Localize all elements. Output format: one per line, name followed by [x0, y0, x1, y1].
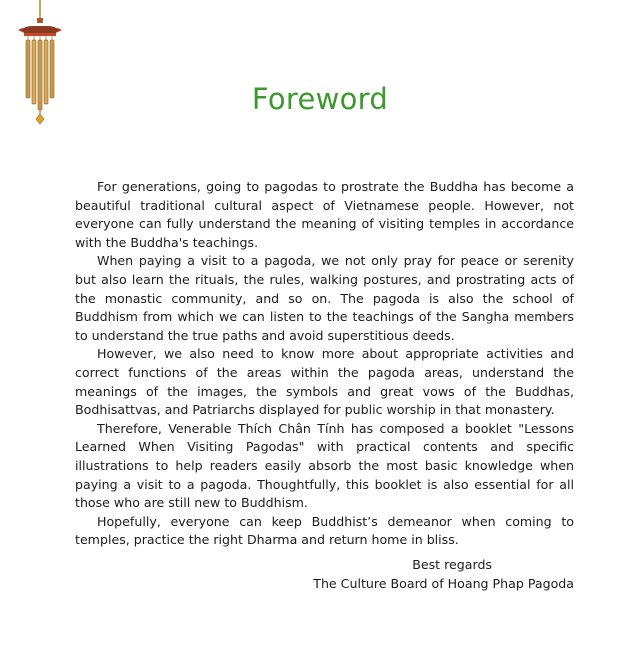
- foreword-body: [75, 178, 574, 550]
- paragraph-2: When paying a visit to a pagoda, we not only pray for peace or serenity but also learn the rituals, the rules, walking postures, and prostrating acts of the monastic community, and so on. The pagoda is also the school of Buddhism from which we can listen to the teachings of the Sangha members to understand the true paths and avoid superstitious deeds.: [75, 253, 574, 343]
- paragraph-3: However, we also need to know more about appropriate activities and correct functions of the areas within the pagoda areas, understand the meanings of the images, the symbols and great vows of the Buddhas, Bodhisattvas, and Patriarchs displayed for public worship in that monastery.: [75, 346, 574, 418]
- signoff-organization: The Culture Board of Hoang Phap Pagoda: [313, 576, 574, 591]
- paragraph-4: Therefore, Venerable Thích Chân Tính has composed a booklet "Lessons Learned When Visiting Pagodas" with practical contents and specific illustrations to help readers easily absorb the most basic knowledge when paying a visit to a pagoda. Thoughtfully, this booklet is also essential for all those who are still new to Buddhism.: [75, 420, 574, 511]
- signoff: [313, 555, 574, 593]
- page-title: Foreword: [251, 82, 389, 116]
- paragraph-5: Hopefully, everyone can keep Buddhist’s demeanor when coming to temples, practice the right Dharma and return home in bliss.: [75, 513, 574, 548]
- paragraph-1: For generations, going to pagodas to prostrate the Buddha has become a beautiful traditional cultural aspect of Vietnamese people. However, not everyone can fully understand the meaning of visiting temples in accordance with the Buddha's teachings.: [75, 179, 574, 250]
- closing-regards: Best regards: [412, 557, 492, 572]
